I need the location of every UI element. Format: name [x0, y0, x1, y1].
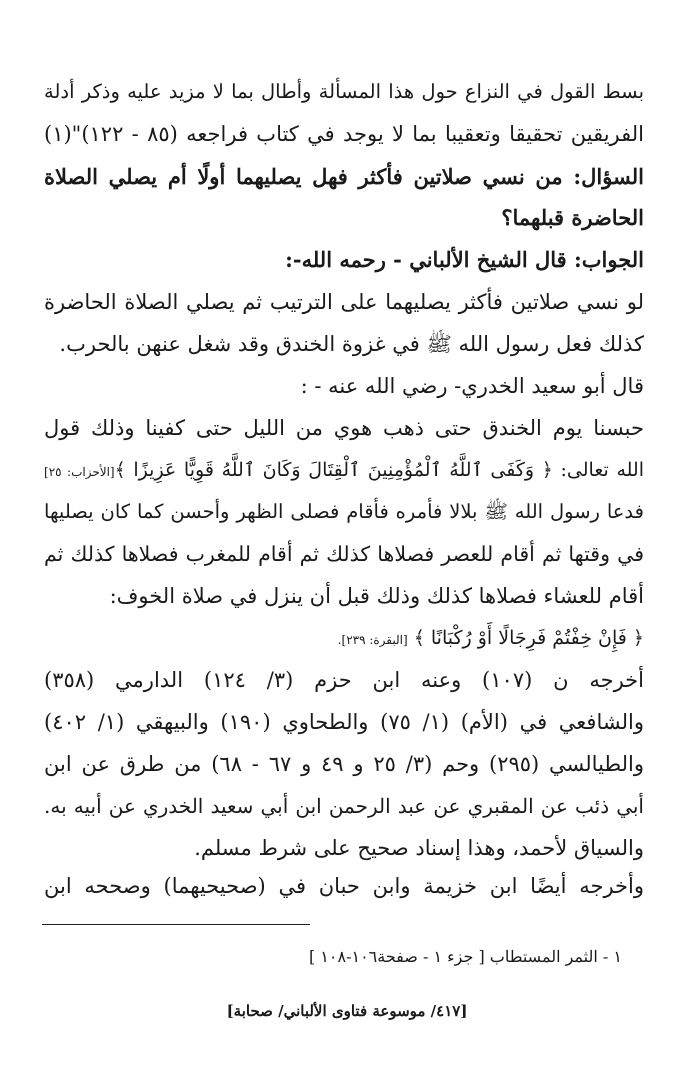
- quran-reference: [الأحزاب: ٢٥]: [44, 465, 115, 479]
- body-line: كذلك فعل رسول الله ﷺ في غزوة الخندق وقد شغل عنهن بالحرب.: [59, 332, 644, 356]
- quran-verse-line: [44, 618, 644, 660]
- question-label: السؤال:: [573, 164, 645, 189]
- question-line-2: الحاضرة قبلهما؟: [501, 205, 644, 230]
- answer-line: [44, 240, 644, 280]
- question-text: من نسي صلاتين فأكثر فهل يصليهما أولًا أم يصلي الصلاة: [44, 164, 563, 189]
- body-line: فدعا رسول الله ﷺ بلالا فأمره فأقام فصلى الظهر وأحسن كما كان يصليها: [44, 500, 644, 523]
- body-line: الفريقين تحقيقا وتعقيبا بما لا يوجد في كتاب فراجعه (٨٥ - ١٢٢)"(١): [44, 122, 644, 146]
- quran-verse: الله تعالى: ﴿ وَكَفَى ٱللَّهُ ٱلْمُؤْمِنِينَ ٱلْقِتَالَ وَكَانَ ٱللَّهُ قَوِيًّا عَزِيزًا ﴾: [114, 459, 644, 481]
- footnote: ١ - الثمر المستطاب [ جزء ١ - صفحة١٠٦-١٠٨ ]: [308, 947, 622, 966]
- question-line: [44, 157, 644, 197]
- page-footer: [٤١٧/ موسوعة فتاوى الألباني/ صحابة]: [226, 1002, 468, 1020]
- quran-verse: ﴿ فَإِنْ خِفْتُمْ فَرِجَالًا أَوْ رُكْبَانًا ﴾: [413, 627, 644, 649]
- body-line: بسط القول في النزاع حول هذا المسألة وأطال بما لا مزيد عليه وذكر أدلة: [44, 80, 644, 103]
- body-line: أقام للعشاء فصلاها كذلك وذلك قبل أن ينزل في صلاة الخوف:: [109, 584, 644, 608]
- body-line: أخرجه ن (١٠٧) وعنه ابن حزم (٣/ ١٢٤) الدارمي (٣٥٨): [44, 668, 645, 692]
- body-line: حبسنا يوم الخندق حتى ذهب هوي من الليل حتى كفينا وذلك قول: [44, 416, 644, 440]
- body-line: وأخرجه أيضًا ابن خزيمة وابن حبان في (صحيحيهما) وصححه ابن: [44, 874, 644, 898]
- answer-label: الجواب:: [574, 247, 644, 272]
- footnote-separator: [42, 924, 310, 925]
- body-line: في وقتها ثم أقام للعصر فصلاها كذلك ثم أقام للمغرب فصلاها كذلك ثم: [44, 542, 644, 566]
- answer-attribution: قال الشيخ الألباني - رحمه الله-:: [285, 247, 567, 272]
- body-line: قال أبو سعيد الخدري- رضي الله عنه - :: [300, 374, 644, 398]
- body-line: والطيالسي (٢٩٥) وحم (٣/ ٢٥ و ٤٩ و ٦٧ - ٦٨) من طرق عن ابن: [44, 752, 645, 776]
- body-line: والشافعي في (الأم) (١/ ٧٥) والطحاوي (١٩٠) والبيهقي (١/ ٤٠٢): [44, 710, 644, 734]
- body-line: أبي ذئب عن المقبري عن عبد الرحمن ابن أبي سعيد الخدري عن أبيه به.: [44, 794, 644, 818]
- body-line: لو نسي صلاتين فأكثر يصليهما على الترتيب ثم يصلي الصلاة الحاضرة: [44, 290, 644, 314]
- quran-verse-line: [44, 450, 644, 492]
- body-line: والسياق لأحمد، وهذا إسناد صحيح على شرط مسلم.: [194, 836, 644, 860]
- quran-reference: [البقرة: ٢٣٩].: [337, 633, 408, 647]
